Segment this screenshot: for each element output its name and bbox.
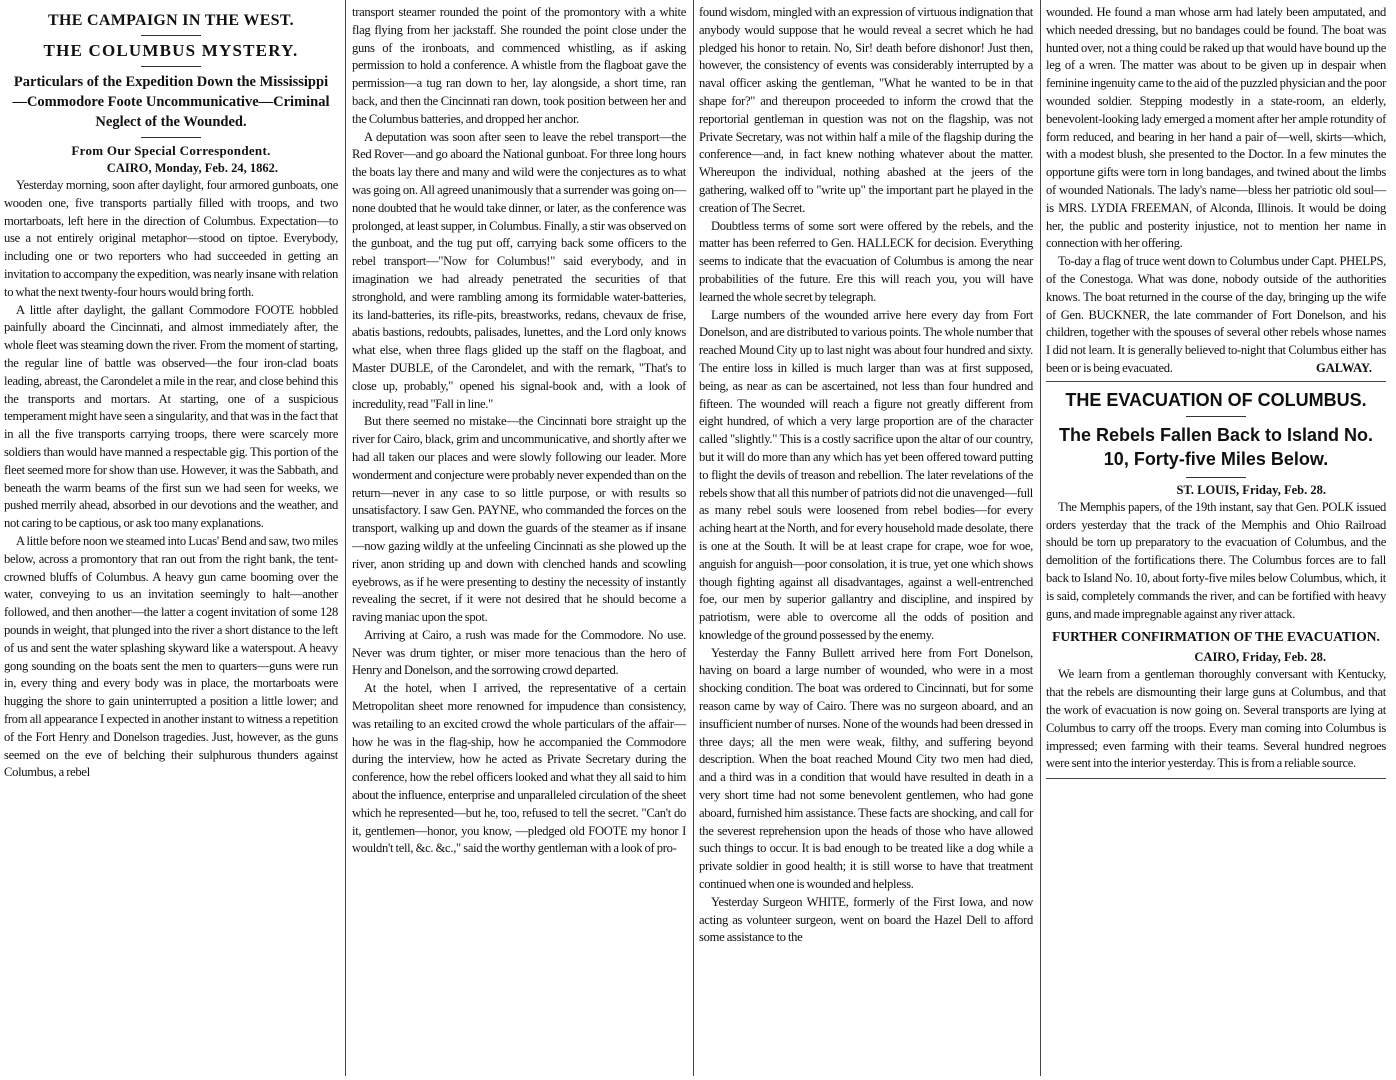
paragraph: found wisdom, mingled with an expression of virtuous indignation that anybody would suppose that he would reveal a secret which he had pledged his honor to retain. No, Sir! death before dishonor! Just then, however, the consistency of events was considerably interrupted by a naval officer asking the gentleman, "What he wanted to be in that shape for?" and thereupon proceeded to inform the crowd that the reportorial gentleman in question was not on the flagship, was not Private Secretary, was not within half a mile of the flagship during the conference—and, in fact knew nothing whatever about the matter. Whereupon the individual, nothing abashed at the jeers of the gathering, walked off to "write up" the important part he played in the creation of The Secret.: [699, 5, 1033, 215]
dateline: CAIRO, Monday, Feb. 24, 1862.: [106, 161, 278, 175]
paragraph: At the hotel, when I arrived, the representative of a certain Metropolitan sheet more renowned for impudence than consistency, was retailing to an excited crowd the whole particulars of the affair—how he was in the flag-ship, how he accompanied the Commodore during the interview, how he acted as Private Secretary during the conference, how the rebel officers looked and what they all said to him about the influence, enterprise and unparalleled circulation of the sheet which he represented—but he, too, refused to tell the secret. "Can't do it, gentlemen—honor, you know, —pledged old FOOTE my honor I wouldn't tell, &c. &c.," said the worthy gentleman with a look of pro-: [352, 681, 686, 856]
divider: [1046, 381, 1386, 382]
article-title: THE EVACUATION OF COLUMBUS.: [1065, 389, 1367, 410]
column-3: [699, 4, 1033, 947]
paragraphs: [699, 4, 1033, 947]
dateline: ST. LOUIS, Friday, Feb. 28.: [1176, 482, 1326, 497]
paragraph: But there seemed no mistake—the Cincinnati bore straight up the river for Cairo, black, grim and uncommunicative, and shortly after we had all taken our places and were slowly following our leader. More wonderment and conjecture were probably never expended than on the return—never in any case to so little purpose, or with results so unsatisfactory. I saw Gen. PAYNE, who commanded the forces on the transport, walking up and down the guards of the steamer as if insane—now gazing wildly at the unfeeling Cincinnati as she plowed up the river, anon striding up and down with clenched hands and scowling eyebrows, as if he were presenting to destiny the necessity of instantly revealing the secret, if it were not desired that he should become a raving maniac upon the spot.: [352, 414, 686, 625]
paragraph: Yesterday Surgeon WHITE, formerly of the First Iowa, and now acting as volunteer surgeon, went on board the Hazel Dell to afford some assistance to the: [699, 894, 1033, 945]
paragraph: Large numbers of the wounded arrive here every day from Fort Donelson, and are distributed to various points. The whole number that reached Mound City up to last night was about four hundred and sixty. The entire loss in killed is much larger than was at first supposed, being, as near as can be ascertained, not less than four hundred and fifteen. The wounded will reach a figure not greatly different from eight hundred, of which a very large proportion are of the character called "slightly." This is a costly sacrifice upon the altar of our country, but it will do more than any which has yet been offered toward putting to flight the devils of treason and rebellion. The later revelations of the rebels show that all this number of patriots did not die unavenged—full as many rebel souls were loosened from rebel bodies—for every aching heart at the North, and for every household made desolate, there is one at the South. It will be at least crape for crape, woe for woe, anguish for anguish—poor consolation, it is true, yet one which shows though fighting against all disadvantages, against a well-entrenched foe, our men by superior gallantry and discipline, and inspired by patriotism, were able to overcome all the odds of position and knowledge of the ground possessed by the enemy.: [699, 307, 1033, 642]
column-2: [352, 4, 686, 858]
column-rule: [345, 0, 346, 1076]
paragraph: To-day a flag of truce went down to Columbus under Capt. PHELPS, of the Conestoga. What was done, nobody outside of the authorities knows. The boat returned in the course of the day, bringing up the wife of Gen. BUCKNER, the late commander of Fort Donelson, and his children, together with the spouses of several other rebels whose names I did not learn. It is generally believed to-night that Columbus either has been or is being evacuated.: [1046, 254, 1386, 375]
divider: [1186, 477, 1246, 478]
paragraph: wounded. He found a man whose arm had lately been amputated, and which needed dressing, but no bandages could be found. The boat was hunted over, not a thing could be raked up that would have bound up the leg of a wren. The matter was about to be given up in despair when feminine ingenuity came to the aid of the puzzled physician and the poor wounded soldier. Stepping modestly in a state-room, an elderly, benevolent-looking lady emerged a moment after her ample rotundity of form reduced, and bearing in her hand a pair of—well, skirts—which, with a modest blush, she presented to the Doctor. In a few minutes the opportune gifts were torn in long bandages, and twined about the limbs of wounded Nationals. The lady's name—bless her patriotic old soul—is MRS. LYDIA FREEMAN, of Alconda, Illinois. It would be doing her, the public and posterity injustice, not to mention her name in connection with her offering.: [1046, 5, 1386, 251]
paragraph: transport steamer rounded the point of the promontory with a white flag flying from her jackstaff. She rounded the point close under the guns of the ironboats, and commenced whistling, as if asking permission to hold a conference. A whistle from the flagboat gave the permission—a tug ran down to her, lay alongside, a short time, ran back, and then the Cincinnati ran down, took position between her and the Columbus batteries, and dropped her anchor.: [352, 5, 686, 126]
byline: From Our Special Correspondent.: [71, 143, 271, 158]
paragraphs: [1046, 4, 1386, 378]
paragraph: Yesterday morning, soon after daylight, four armored gunboats, one wooden one, five transports partially filled with troops, and two mortarboats, left here in the direction of Columbus. Expectation—to use a not entirely original metaphor—stood on tiptoe. Everybody, including one or two reporters who had succeeded in getting an invitation to accompany the expedition, was nearly insane with relation to what the next twenty-four hours would bring forth.: [4, 178, 338, 299]
divider: [1046, 778, 1386, 779]
paragraph: A little before noon we steamed into Lucas' Bend and saw, two miles below, across a promontory that ran out from the right bank, the tent-crowned bluffs of Columbus. A heavy gun came booming over the water, conveying to us an invitation seemingly to halt—another followed, and then another—the latter a cogent invitation of some 128 pounds in weight, that plunged into the river a short distance to the left of us and sent the water splashing skyward like a waterspout. A heavy gong sounding on the boats sent the men to quarters—guns were run in, every thing and every body was in place, the mortarboats were hugging the shore to gain uninterrupted a position a little lower; and from all appearance I expected in another instant to witness a repetition of the Fort Henry and Donelson tragedies. Just, however, as the guns seemed on the eve of belching their sulphurous thunders against Columbus, a rebel: [4, 533, 338, 780]
column-1: [4, 4, 338, 782]
divider: [1186, 416, 1246, 417]
dateline: CAIRO, Friday, Feb. 28.: [1194, 650, 1326, 665]
article-subtitle: The Rebels Fallen Back to Island No. 10, Forty-five Miles Below.: [1058, 424, 1374, 469]
paragraph: Doubtless terms of some sort were offered by the rebels, and the matter has been referred to Gen. HALLECK for decision. Everything seems to indicate that the evacuation of Columbus is among the near probabilities of the future. Ere this will reach you, you will have learned the whole secret by telegraph.: [699, 218, 1033, 304]
column-rule: [1040, 0, 1041, 1076]
article-title: THE COLUMBUS MYSTERY.: [43, 41, 299, 60]
section-title: FURTHER CONFIRMATION OF THE EVACUATION.: [1052, 629, 1380, 645]
paragraph: A little after daylight, the gallant Commodore FOOTE hobbled painfully aboard the Cincinnati, and almost immediately after, the whole fleet was steaming down the river. From the moment of starting, the regular line of battle was observed—the four iron-clad boats leading, abreast, the Carondelet a mile in the rear, and close behind this the transports and mortars. At starting, one of a suspicious temperament might have seen a singularity, and that was in the fact that in all the five transports carrying troops, there were scarcely more soldiers than would have manned a respectable gig. This portion of the fleet seemed more for show than use. However, it was the Sabbath, and beneath the warm beams of the first sun we had seen for weeks, we pushed merrily ahead, absorbed in our devotions and the weather, and not caring to be captious, or ask too many explanations.: [4, 302, 338, 531]
column-rule: [693, 0, 694, 1076]
headline: THE CAMPAIGN IN THE WEST.: [48, 12, 294, 29]
column-4: [1046, 4, 1386, 784]
paragraphs: [352, 4, 686, 858]
paragraph: A deputation was soon after seen to leave the rebel transport—the Red Rover—and go aboard the National gunboat. For three long hours the boats lay there and many and wild were the conjectures as to what was going on. All agreed unanimously that a surrender was going on—none doubted that he would take dinner, or later, as the conference was prolonged, at least supper, in Columbus. Finally, a stir was observed on the gunboat, and the tug put off, carrying back some officers to the rebel transport—"Now for Columbus!" said everybody, and in imagination we had already penetrated the securities of that stronghold, and were rambling among its formidable water-batteries, its land-batteries, its rifle-pits, breastworks, redans, chevaux de frise, abatis bastions, redoubts, palisades, lunettes, and the Lord only knows what else, when three flags glided up the staff on the flagboat, and Master DUBLE, of the Carondelet, and with the remark, "That's to close up, probably," opened his signal-book and, with a look of incredulity, read "Fall in line.": [352, 129, 686, 411]
paragraph: The Memphis papers, of the 19th instant, say that Gen. POLK issued orders yesterday that the track of the Memphis and Ohio Railroad should be torn up preparatory to the evacuation of Columbus, and the demolition of the fortifications there. The Columbus forces are to fall back to Island No. 10, about forty-five miles below Columbus, which, it is said, completely commands the river, and can be fortified with heavy guns, and made impregnable against any river attack.: [1046, 499, 1386, 621]
paragraph: We learn from a gentleman thoroughly conversant with Kentucky, that the rebels are dismounting their large guns at Columbus, and that the work of evacuation is now going on. Several transports are lying at Columbus to carry off the troops. Every man coming into Columbus is impressed; even farming with their teams. Several hundred negroes were sent into the interior yesterday. This is from a reliable source.: [1046, 667, 1386, 771]
paragraphs: [4, 177, 338, 782]
divider: [141, 35, 201, 36]
paragraph: Arriving at Cairo, a rush was made for the Commodore. No use. Never was drum tighter, or miser more tenacious than the hero of Henry and Donelson, and the sorrowing crowd departed.: [352, 627, 686, 678]
signature: GALWAY.: [1316, 360, 1372, 375]
paragraph: Yesterday the Fanny Bullett arrived here from Fort Donelson, having on board a large number of wounded, who were in a most shocking condition. The boat was ordered to Cincinnati, but for some reason came by way of Cairo. There was no surgeon aboard, and an insufficient number of nurses. None of the wounds had been dressed in three days; all the men were weak, filthy, and suffering beyond description. When the boat reached Mound City two men had died, and a third was in a condition that would have resulted in death in a very short time had not some benevolent gentlemen, who had gone aboard, furnished him assistance. These facts are shocking, and call for the severest reprehension upon the heads of those who have allowed such things to occur. It is bad enough to be treated like a dog while a private soldier in good health; it is still worse to have that treatment continued when one is wounded and helpless.: [699, 645, 1033, 892]
article-subtitle: Particulars of the Expedition Down the Mississippi—Commodore Foote Uncommunicative—Criminal Neglect of the Wounded.: [12, 74, 330, 130]
divider: [141, 137, 201, 138]
divider: [141, 66, 201, 67]
